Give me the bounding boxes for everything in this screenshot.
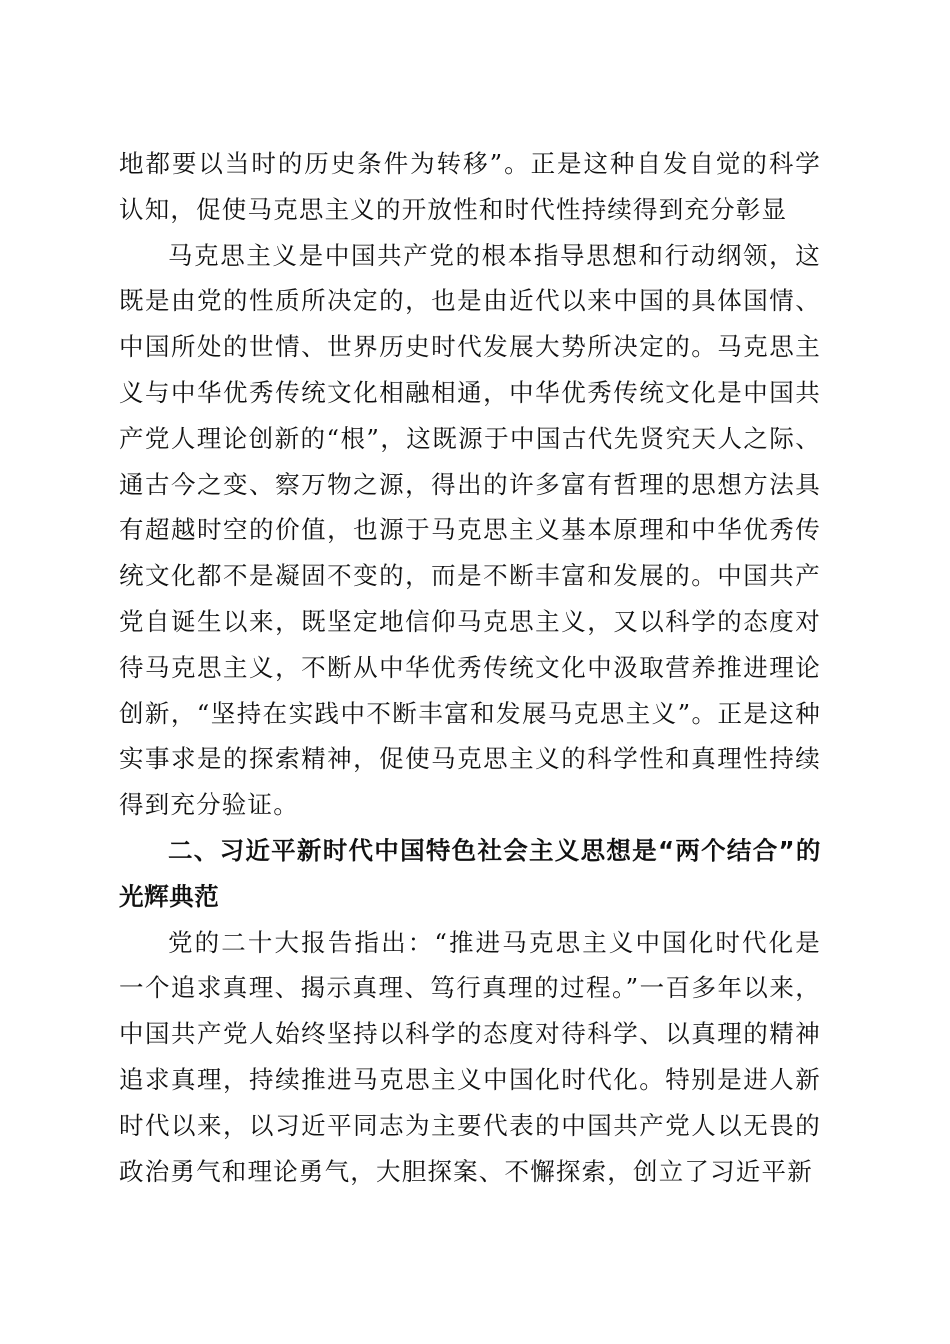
paragraph-continued: 地都要以当时的历史条件为转移”。正是这种自发自觉的科学认知，促使马克思主义的开放性和时代性持续得到充分彰显 [119, 149, 821, 224]
section-heading-2: 二、习近平新时代中国特色社会主义思想是“两个结合”的光辉典范 [119, 835, 821, 911]
document-body [119, 141, 821, 1194]
paragraph-marxism-guiding-thought: 马克思主义是中国共产党的根本指导思想和行动纲领，这既是由党的性质所决定的，也是由近代以来中国的具体国情、中国所处的世情、世界历史时代发展大势所决定的。马克思主义与中华优秀传统文化相融相通，中华优秀传统文化是中国共产党人理论创新的“根”，这既源于中国古代先贤究天人之际、通古今之变、察万物之源，得出的许多富有哲理的思想方法具有超越时空的价值，也源于马克思主义基本原理和中华优秀传统文化都不是凝固不变的，而是不断丰富和发展的。中国共产党自诞生以来，既坚定地信仰马克思主义，又以科学的态度对待马克思主义，不断从中华优秀传统文化中汲取营养推进理论创新，“坚持在实践中不断丰富和发展马克思主义”。正是这种实事求是的探索精神，促使马克思主义的科学性和真理性持续得到充分验证。 [119, 240, 821, 820]
paragraph-twentieth-congress-report: 党的二十大报告指出：“推进马克思主义中国化时代化是一个追求真理、揭示真理、笃行真理的过程。”一百多年以来，中国共产党人始终坚持以科学的态度对待科学、以真理的精神追求真理，持续推进马克思主义中国化时代化。特别是进人新时代以来，以习近平同志为主要代表的中国共产党人以无畏的政治勇气和理论勇气，大胆探案、不懈探索，创立了习近平新 [119, 927, 821, 1186]
